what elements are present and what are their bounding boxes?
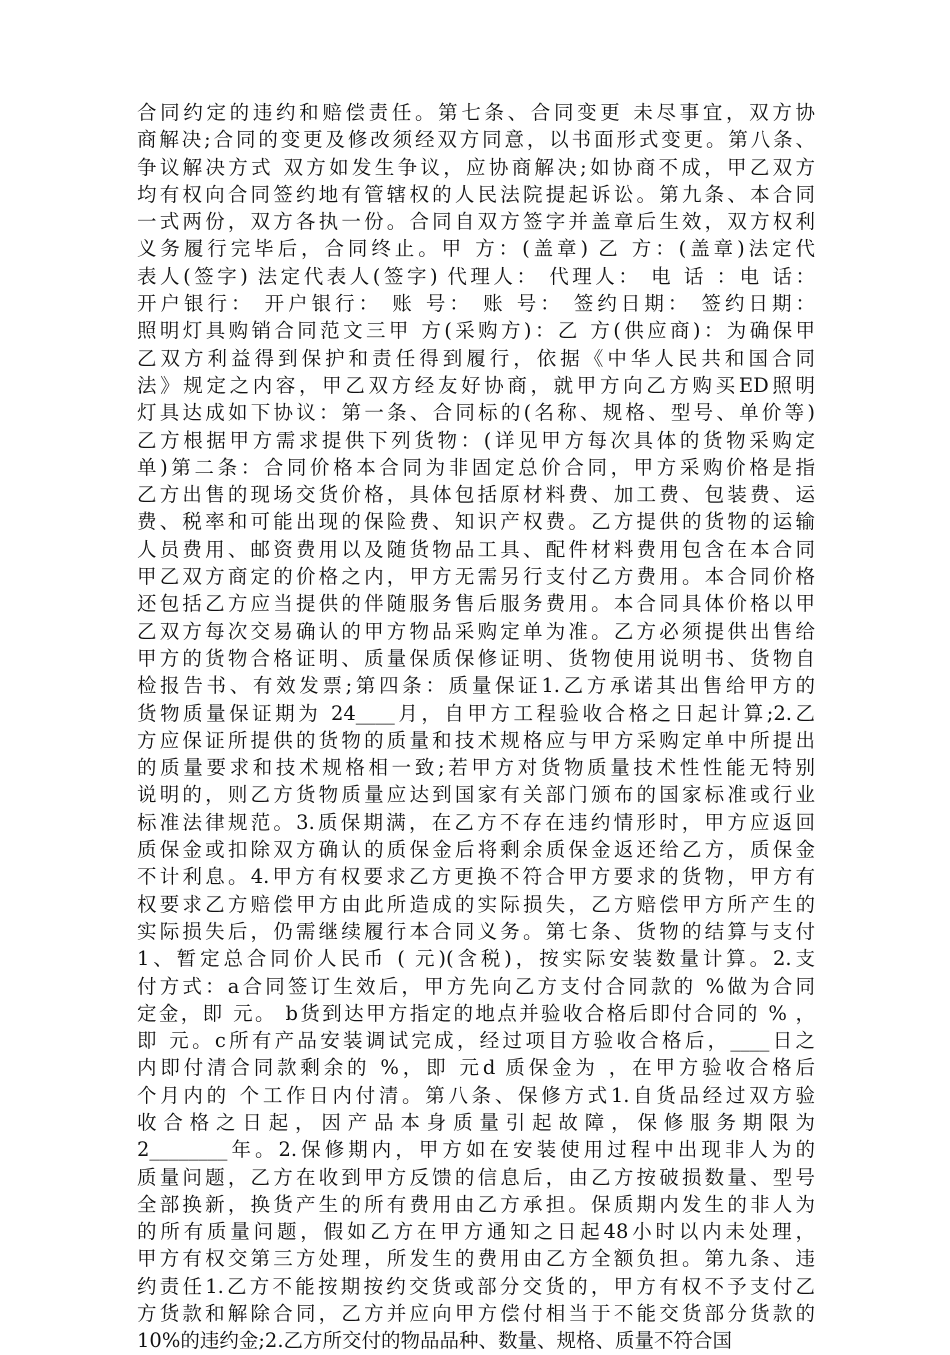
text-line: 方货款和解除合同，乙方并应向甲方偿付相当于不能交货部分货款的 bbox=[137, 1302, 815, 1326]
text-line: 义务履行完毕后，合同终止。甲 方：(盖章) 乙 方：(盖章)法定代 bbox=[137, 237, 815, 261]
text-line: 货物质量保证期为 24____月，自甲方工程验收合格之日起计算;2.乙 bbox=[137, 701, 815, 725]
text-line: 质保金或扣除双方确认的质保金后将剩余质保金返还给乙方，质保金 bbox=[137, 838, 815, 862]
text-line: 约责任1.乙方不能按期按约交货或部分交货的，甲方有权不予支付乙 bbox=[137, 1274, 815, 1298]
text-line: 表人(签字) 法定代表人(签字) 代理人： 代理人： 电 话 ：电 话： bbox=[137, 264, 815, 288]
text-line: 甲方的货物合格证明、质量保质保修证明、货物使用说明书、货物自 bbox=[137, 646, 815, 670]
text-line: 乙双方每次交易确认的甲方物品采购定单为准。乙方必须提供出售给 bbox=[137, 619, 815, 643]
text-line: 法》规定之内容，甲乙双方经友好协商，就甲方向乙方购买ED照明 bbox=[137, 373, 815, 397]
text-line: 方应保证所提供的货物的质量和技术规格应与甲方采购定单中所提出 bbox=[137, 728, 815, 752]
text-line: 乙双方利益得到保护和责任得到履行，依据《中华人民共和国合同 bbox=[137, 346, 815, 370]
text-line: 均有权向合同签约地有管辖权的人民法院提起诉讼。第九条、本合同 bbox=[137, 182, 815, 206]
text-line: 争议解决方式 双方如发生争议，应协商解决;如协商不成，甲乙双方 bbox=[137, 155, 815, 179]
text-line: 开户银行： 开户银行： 账 号： 账 号： 签约日期： 签约日期： bbox=[137, 292, 815, 316]
text-line: 2________年。2.保修期内，甲方如在安装使用过程中出现非人为的 bbox=[137, 1138, 815, 1162]
text-line: 定金，即 元。 b货到达甲方指定的地点并验收合格后即付合同的 % ， bbox=[137, 1001, 815, 1025]
text-line: 付方式：a合同签订生效后，甲方先向乙方支付合同款的 %做为合同 bbox=[137, 974, 815, 998]
text-line: 的质量要求和技术规格相一致;若甲方对货物质量技术性性能无特别 bbox=[137, 756, 815, 780]
text-line: 1、暂定总合同价人民币 ( 元)(含税)，按实际安装数量计算。2.支 bbox=[137, 947, 815, 971]
text-line: 内即付清合同款剩余的 %，即 元d 质保金为 ，在甲方验收合格后 bbox=[137, 1056, 815, 1080]
text-line: 商解决;合同的变更及修改须经双方同意，以书面形式变更。第八条、 bbox=[137, 128, 815, 152]
text-line: 费、税率和可能出现的保险费、知识产权费。乙方提供的货物的运输 bbox=[137, 510, 815, 534]
text-line: 乙方根据甲方需求提供下列货物：(详见甲方每次具体的货物采购定 bbox=[137, 428, 815, 452]
text-line: 说明的，则乙方货物质量应达到国家有关部门颁布的国家标准或行业 bbox=[137, 783, 815, 807]
text-line: 个月内的 个工作日内付清。第八条、保修方式1.自货品经过双方验 bbox=[137, 1083, 815, 1107]
text-line: 照明灯具购销合同范文三甲 方(采购方)：乙 方(供应商)：为确保甲 bbox=[137, 319, 815, 343]
text-line: 合同约定的违约和赔偿责任。第七条、合同变更 未尽事宜，双方协 bbox=[137, 101, 815, 124]
contract-body-text bbox=[137, 99, 815, 1355]
text-line: 即 元。c所有产品安装调试完成，经过项目方验收合格后，____日之 bbox=[137, 1029, 815, 1053]
text-line: 单)第二条：合同价格本合同为非固定总价合同，甲方采购价格是指 bbox=[137, 455, 815, 479]
text-line: 收合格之日起，因产品本身质量引起故障，保修服务期限为 bbox=[137, 1110, 815, 1134]
text-line: 乙方出售的现场交货价格，具体包括原材料费、加工费、包装费、运 bbox=[137, 483, 815, 507]
text-line: 一式两份，双方各执一份。合同自双方签字并盖章后生效，双方权利 bbox=[137, 210, 815, 234]
text-line: 权要求乙方赔偿甲方由此所造成的实际损失，乙方赔偿甲方所产生的 bbox=[137, 892, 815, 916]
text-line: 实际损失后，仍需继续履行本合同义务。第七条、货物的结算与支付 bbox=[137, 919, 815, 943]
text-line: 灯具达成如下协议：第一条、合同标的(名称、规格、型号、单价等) bbox=[137, 401, 815, 425]
text-line: 人员费用、邮资费用以及随货物品工具、配件材料费用包含在本合同 bbox=[137, 537, 815, 561]
text-line: 的所有质量问题，假如乙方在甲方通知之日起48小时以内未处理， bbox=[137, 1220, 815, 1244]
text-line: 全部换新，换货产生的所有费用由乙方承担。保质期内发生的非人为 bbox=[137, 1192, 815, 1216]
text-line: 甲乙双方商定的价格之内，甲方无需另行支付乙方费用。本合同价格 bbox=[137, 565, 815, 589]
text-line: 10%的违约金;2.乙方所交付的物品品种、数量、规格、质量不符合国 bbox=[137, 1329, 733, 1353]
text-line: 检报告书、有效发票;第四条：质量保证1.乙方承诺其出售给甲方的 bbox=[137, 674, 815, 698]
text-line: 质量问题，乙方在收到甲方反馈的信息后，由乙方按破损数量、型号 bbox=[137, 1165, 815, 1189]
text-line: 还包括乙方应当提供的伴随服务售后服务费用。本合同具体价格以甲 bbox=[137, 592, 815, 616]
text-line: 甲方有权交第三方处理，所发生的费用由乙方全额负担。第九条、违 bbox=[137, 1247, 815, 1271]
text-line: 标准法律规范。3.质保期满，在乙方不存在违约情形时，甲方应返回 bbox=[137, 810, 815, 834]
text-line: 不计利息。4.甲方有权要求乙方更换不符合甲方要求的货物，甲方有 bbox=[137, 865, 815, 889]
